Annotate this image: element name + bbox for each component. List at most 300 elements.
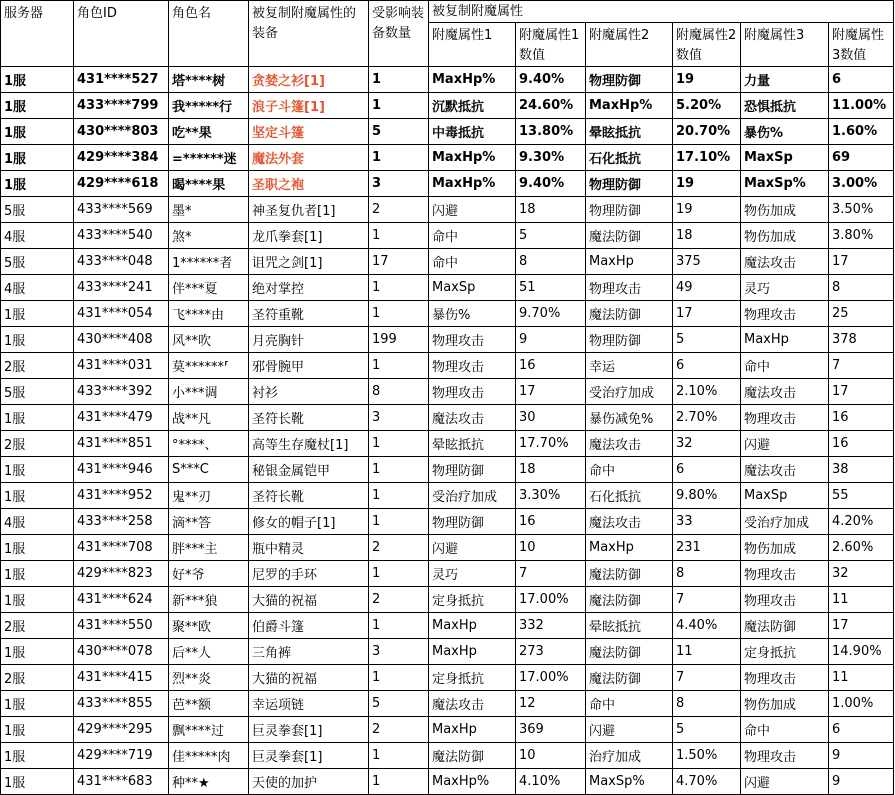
- table-row: [1, 353, 894, 379]
- cell-attr1: 沉默抵抗: [429, 93, 516, 119]
- cell-count: 3: [369, 405, 429, 431]
- cell-count: 1: [369, 769, 429, 795]
- cell-val1: 17.00%: [516, 587, 586, 613]
- table-row: [1, 145, 894, 171]
- cell-role-id: 431****479: [74, 405, 169, 431]
- cell-val1: 16: [516, 509, 586, 535]
- table-row: [1, 483, 894, 509]
- cell-server: 5服: [1, 249, 74, 275]
- cell-server: 1服: [1, 561, 74, 587]
- cell-val2: 8: [673, 691, 741, 717]
- cell-role-name: 鬼**刃: [169, 483, 249, 509]
- table-row: [1, 613, 894, 639]
- cell-count: 1: [369, 613, 429, 639]
- cell-server: 1服: [1, 535, 74, 561]
- cell-attr2: 物理防御: [586, 171, 673, 197]
- cell-val2: 19: [673, 67, 741, 93]
- cell-val2: 7: [673, 587, 741, 613]
- cell-server: 4服: [1, 509, 74, 535]
- cell-attr1: 闪避: [429, 535, 516, 561]
- cell-val3: 38: [829, 457, 894, 483]
- cell-role-name: 滴**答: [169, 509, 249, 535]
- cell-server: 1服: [1, 93, 74, 119]
- cell-attr2: 魔法防御: [586, 665, 673, 691]
- cell-attr2: 物理防御: [586, 327, 673, 353]
- cell-count: 1: [369, 561, 429, 587]
- cell-server: 5服: [1, 197, 74, 223]
- cell-role-name: 1******者: [169, 249, 249, 275]
- cell-val3: 9: [829, 769, 894, 795]
- cell-attr1: 物理防御: [429, 509, 516, 535]
- cell-attr2: 物理防御: [586, 67, 673, 93]
- cell-equip: 绝对掌控: [249, 275, 369, 301]
- cell-count: 5: [369, 119, 429, 145]
- table-row: [1, 691, 894, 717]
- cell-attr1: 物理攻击: [429, 353, 516, 379]
- cell-role-name: 塔****树: [169, 67, 249, 93]
- cell-val3: 25: [829, 301, 894, 327]
- header-count: 受影响装备数量: [369, 1, 429, 67]
- cell-server: 2服: [1, 431, 74, 457]
- cell-val2: 2.70%: [673, 405, 741, 431]
- cell-val3: 11.00%: [829, 93, 894, 119]
- cell-attr3: 魔法攻击: [741, 379, 829, 405]
- header-equip: 被复制附魔属性的装备: [249, 1, 369, 67]
- cell-equip: 诅咒之剑[1]: [249, 249, 369, 275]
- cell-count: 1: [369, 665, 429, 691]
- cell-role-name: 飘****过: [169, 717, 249, 743]
- cell-val3: 16: [829, 431, 894, 457]
- cell-server: 1服: [1, 119, 74, 145]
- cell-attr3: 恐惧抵抗: [741, 93, 829, 119]
- cell-attr1: 物理攻击: [429, 327, 516, 353]
- cell-val3: 11: [829, 587, 894, 613]
- cell-equip: 三角裤: [249, 639, 369, 665]
- cell-role-name: 伴***夏: [169, 275, 249, 301]
- cell-val1: 273: [516, 639, 586, 665]
- cell-attr1: 命中: [429, 249, 516, 275]
- cell-server: 1服: [1, 301, 74, 327]
- cell-val1: 4.10%: [516, 769, 586, 795]
- cell-count: 3: [369, 171, 429, 197]
- table-row: [1, 717, 894, 743]
- cell-attr2: 魔法防御: [586, 301, 673, 327]
- cell-role-name: 我*****行: [169, 93, 249, 119]
- cell-val2: 33: [673, 509, 741, 535]
- cell-val2: 4.70%: [673, 769, 741, 795]
- cell-val3: 1.60%: [829, 119, 894, 145]
- cell-equip: 圣职之袍: [249, 171, 369, 197]
- cell-attr1: 物理防御: [429, 457, 516, 483]
- cell-role-id: 431****031: [74, 353, 169, 379]
- cell-attr1: 魔法防御: [429, 743, 516, 769]
- cell-attr1: 中毒抵抗: [429, 119, 516, 145]
- cell-val3: 17: [829, 249, 894, 275]
- cell-attr1: 闪避: [429, 197, 516, 223]
- cell-attr3: 物理攻击: [741, 405, 829, 431]
- cell-role-id: 431****054: [74, 301, 169, 327]
- cell-role-name: 小***调: [169, 379, 249, 405]
- cell-attr2: 魔法攻击: [586, 509, 673, 535]
- cell-attr2: MaxHp: [586, 535, 673, 561]
- cell-role-id: 431****550: [74, 613, 169, 639]
- cell-count: 2: [369, 717, 429, 743]
- table-row: [1, 301, 894, 327]
- cell-server: 1服: [1, 327, 74, 353]
- cell-val2: 19: [673, 197, 741, 223]
- cell-role-name: 芭**额: [169, 691, 249, 717]
- cell-val2: 20.70%: [673, 119, 741, 145]
- cell-equip: 圣符长靴: [249, 405, 369, 431]
- cell-count: 1: [369, 67, 429, 93]
- header-attr1: 附魔属性1: [429, 23, 516, 67]
- cell-val3: 55: [829, 483, 894, 509]
- cell-role-name: 好*爷: [169, 561, 249, 587]
- cell-attr3: 力量: [741, 67, 829, 93]
- table-row: [1, 171, 894, 197]
- cell-attr3: 魔法攻击: [741, 457, 829, 483]
- cell-equip: 神圣复仇者[1]: [249, 197, 369, 223]
- cell-val3: 7: [829, 353, 894, 379]
- cell-val1: 9.40%: [516, 67, 586, 93]
- cell-val1: 8: [516, 249, 586, 275]
- cell-role-id: 431****952: [74, 483, 169, 509]
- cell-role-name: 种**★: [169, 769, 249, 795]
- table-row: [1, 379, 894, 405]
- cell-role-name: 煞*: [169, 223, 249, 249]
- cell-val2: 32: [673, 431, 741, 457]
- cell-attr1: MaxHp%: [429, 145, 516, 171]
- cell-val2: 1.50%: [673, 743, 741, 769]
- cell-val2: 11: [673, 639, 741, 665]
- cell-attr3: 物理攻击: [741, 301, 829, 327]
- cell-count: 199: [369, 327, 429, 353]
- cell-val3: 378: [829, 327, 894, 353]
- cell-val1: 13.80%: [516, 119, 586, 145]
- cell-val3: 69: [829, 145, 894, 171]
- table-row: [1, 275, 894, 301]
- table-row: [1, 769, 894, 795]
- cell-count: 1: [369, 223, 429, 249]
- cell-role-name: =******迷: [169, 145, 249, 171]
- cell-server: 4服: [1, 275, 74, 301]
- cell-attr2: MaxHp%: [586, 93, 673, 119]
- cell-role-id: 429****823: [74, 561, 169, 587]
- cell-role-id: 431****708: [74, 535, 169, 561]
- cell-attr3: 物理攻击: [741, 743, 829, 769]
- cell-val3: 6: [829, 717, 894, 743]
- table-row: [1, 431, 894, 457]
- cell-count: 1: [369, 145, 429, 171]
- cell-role-name: 佳*****肉: [169, 743, 249, 769]
- table-row: [1, 405, 894, 431]
- cell-attr1: MaxHp%: [429, 171, 516, 197]
- cell-count: 2: [369, 197, 429, 223]
- cell-equip: 伯爵斗篷: [249, 613, 369, 639]
- cell-role-name: 聚**欧: [169, 613, 249, 639]
- cell-role-id: 433****799: [74, 93, 169, 119]
- cell-val2: 6: [673, 353, 741, 379]
- cell-server: 2服: [1, 665, 74, 691]
- cell-attr1: 定身抵抗: [429, 587, 516, 613]
- cell-role-id: 431****946: [74, 457, 169, 483]
- cell-attr2: 物理防御: [586, 197, 673, 223]
- header-role-id: 角色ID: [74, 1, 169, 67]
- cell-val1: 18: [516, 457, 586, 483]
- cell-role-name: 战**凡: [169, 405, 249, 431]
- cell-role-id: 430****803: [74, 119, 169, 145]
- cell-attr1: 定身抵抗: [429, 665, 516, 691]
- cell-attr3: 命中: [741, 353, 829, 379]
- header-val2: 附魔属性2数值: [673, 23, 741, 67]
- cell-val3: 3.50%: [829, 197, 894, 223]
- cell-role-name: 暍****果: [169, 171, 249, 197]
- cell-role-name: 墨*: [169, 197, 249, 223]
- cell-count: 1: [369, 353, 429, 379]
- table-row: [1, 197, 894, 223]
- cell-val2: 8: [673, 561, 741, 587]
- cell-val1: 17: [516, 379, 586, 405]
- header-attr2: 附魔属性2: [586, 23, 673, 67]
- cell-count: 5: [369, 691, 429, 717]
- cell-server: 1服: [1, 769, 74, 795]
- cell-equip: 圣符重靴: [249, 301, 369, 327]
- cell-val1: 24.60%: [516, 93, 586, 119]
- cell-val3: 3.80%: [829, 223, 894, 249]
- cell-attr3: MaxSp%: [741, 171, 829, 197]
- cell-count: 1: [369, 509, 429, 535]
- cell-attr2: 闪避: [586, 717, 673, 743]
- cell-equip: 龙爪拳套[1]: [249, 223, 369, 249]
- cell-attr2: 石化抵抗: [586, 145, 673, 171]
- cell-equip: 天使的加护: [249, 769, 369, 795]
- cell-attr1: 受治疗加成: [429, 483, 516, 509]
- cell-role-id: 433****048: [74, 249, 169, 275]
- cell-attr1: 魔法攻击: [429, 691, 516, 717]
- cell-val1: 10: [516, 535, 586, 561]
- cell-role-name: 风**吹: [169, 327, 249, 353]
- cell-server: 1服: [1, 587, 74, 613]
- cell-val1: 9.40%: [516, 171, 586, 197]
- cell-count: 1: [369, 93, 429, 119]
- cell-val1: 5: [516, 223, 586, 249]
- cell-val1: 3.30%: [516, 483, 586, 509]
- cell-attr1: MaxHp: [429, 613, 516, 639]
- table-row: [1, 665, 894, 691]
- cell-attr3: MaxSp: [741, 145, 829, 171]
- cell-server: 1服: [1, 717, 74, 743]
- cell-server: 1服: [1, 743, 74, 769]
- cell-role-name: 莫******⸢: [169, 353, 249, 379]
- cell-attr2: 魔法攻击: [586, 431, 673, 457]
- cell-val2: 5: [673, 327, 741, 353]
- table-row: [1, 327, 894, 353]
- cell-equip: 秘银金属铠甲: [249, 457, 369, 483]
- cell-server: 1服: [1, 691, 74, 717]
- cell-count: 1: [369, 275, 429, 301]
- cell-attr2: 命中: [586, 457, 673, 483]
- cell-equip: 大猫的祝福: [249, 587, 369, 613]
- cell-count: 2: [369, 535, 429, 561]
- cell-attr3: 定身抵抗: [741, 639, 829, 665]
- cell-val3: 6: [829, 67, 894, 93]
- cell-attr3: 魔法防御: [741, 613, 829, 639]
- cell-val2: 5: [673, 717, 741, 743]
- cell-server: 1服: [1, 405, 74, 431]
- cell-val3: 17: [829, 613, 894, 639]
- table-row: [1, 743, 894, 769]
- cell-role-id: 431****851: [74, 431, 169, 457]
- cell-equip: 月亮胸针: [249, 327, 369, 353]
- cell-val1: 9.70%: [516, 301, 586, 327]
- cell-attr2: 命中: [586, 691, 673, 717]
- cell-attr2: 魔法防御: [586, 223, 673, 249]
- cell-server: 1服: [1, 639, 74, 665]
- cell-role-id: 433****241: [74, 275, 169, 301]
- cell-equip: 巨灵拳套[1]: [249, 717, 369, 743]
- cell-role-name: °****、: [169, 431, 249, 457]
- cell-attr3: 物伤加成: [741, 197, 829, 223]
- cell-attr3: 灵巧: [741, 275, 829, 301]
- cell-equip: 魔法外套: [249, 145, 369, 171]
- cell-count: 1: [369, 301, 429, 327]
- cell-val1: 332: [516, 613, 586, 639]
- cell-count: 3: [369, 639, 429, 665]
- cell-attr1: 晕眩抵抗: [429, 431, 516, 457]
- cell-val2: 17.10%: [673, 145, 741, 171]
- cell-val2: 4.40%: [673, 613, 741, 639]
- cell-val3: 32: [829, 561, 894, 587]
- cell-val1: 17.70%: [516, 431, 586, 457]
- cell-count: 1: [369, 431, 429, 457]
- cell-equip: 幸运项链: [249, 691, 369, 717]
- cell-count: 1: [369, 483, 429, 509]
- cell-role-id: 429****618: [74, 171, 169, 197]
- cell-attr2: 治疗加成: [586, 743, 673, 769]
- cell-attr2: 晕眩抵抗: [586, 119, 673, 145]
- table-row: [1, 223, 894, 249]
- cell-val2: 375: [673, 249, 741, 275]
- cell-val1: 369: [516, 717, 586, 743]
- cell-val1: 12: [516, 691, 586, 717]
- cell-equip: 贪婪之衫[1]: [249, 67, 369, 93]
- header-val1: 附魔属性1数值: [516, 23, 586, 67]
- cell-val3: 16: [829, 405, 894, 431]
- cell-attr3: 魔法攻击: [741, 249, 829, 275]
- cell-server: 4服: [1, 223, 74, 249]
- cell-attr3: MaxHp: [741, 327, 829, 353]
- cell-role-id: 433****258: [74, 509, 169, 535]
- table-row: [1, 249, 894, 275]
- cell-val2: 231: [673, 535, 741, 561]
- cell-role-id: 431****415: [74, 665, 169, 691]
- cell-attr1: MaxSp: [429, 275, 516, 301]
- cell-equip: 衬衫: [249, 379, 369, 405]
- cell-role-name: 后**人: [169, 639, 249, 665]
- cell-equip: 瓶中精灵: [249, 535, 369, 561]
- cell-val1: 16: [516, 353, 586, 379]
- cell-attr3: 闪避: [741, 769, 829, 795]
- cell-val3: 14.90%: [829, 639, 894, 665]
- cell-role-id: 429****384: [74, 145, 169, 171]
- cell-attr2: MaxHp: [586, 249, 673, 275]
- cell-role-id: 430****078: [74, 639, 169, 665]
- cell-val3: 17: [829, 379, 894, 405]
- table-row: [1, 93, 894, 119]
- cell-attr2: 魔法防御: [586, 587, 673, 613]
- table-body: [1, 67, 894, 795]
- cell-server: 1服: [1, 483, 74, 509]
- cell-attr2: 物理攻击: [586, 275, 673, 301]
- cell-role-name: 胖***主: [169, 535, 249, 561]
- cell-attr3: 物理攻击: [741, 587, 829, 613]
- cell-val3: 3.00%: [829, 171, 894, 197]
- cell-attr2: 晕眩抵抗: [586, 613, 673, 639]
- cell-server: 2服: [1, 353, 74, 379]
- cell-server: 1服: [1, 457, 74, 483]
- cell-val1: 9: [516, 327, 586, 353]
- cell-count: 8: [369, 379, 429, 405]
- cell-val1: 18: [516, 197, 586, 223]
- cell-role-id: 429****295: [74, 717, 169, 743]
- cell-attr2: 魔法防御: [586, 561, 673, 587]
- cell-attr1: MaxHp%: [429, 67, 516, 93]
- cell-val1: 30: [516, 405, 586, 431]
- cell-attr3: 物伤加成: [741, 223, 829, 249]
- cell-attr1: 命中: [429, 223, 516, 249]
- cell-val2: 9.80%: [673, 483, 741, 509]
- cell-role-name: S***C: [169, 457, 249, 483]
- cell-val2: 49: [673, 275, 741, 301]
- cell-attr1: 魔法攻击: [429, 405, 516, 431]
- table-row: [1, 67, 894, 93]
- header-val3: 附魔属性3数值: [829, 23, 894, 67]
- cell-val3: 1.00%: [829, 691, 894, 717]
- cell-attr1: MaxHp: [429, 639, 516, 665]
- table-row: [1, 535, 894, 561]
- cell-equip: 圣符长靴: [249, 483, 369, 509]
- cell-attr2: 石化抵抗: [586, 483, 673, 509]
- cell-role-id: 431****527: [74, 67, 169, 93]
- cell-server: 2服: [1, 613, 74, 639]
- cell-val3: 11: [829, 665, 894, 691]
- cell-attr2: 受治疗加成: [586, 379, 673, 405]
- cell-role-id: 429****719: [74, 743, 169, 769]
- header-row-1: [1, 1, 894, 23]
- header-role-name: 角色名: [169, 1, 249, 67]
- table-row: [1, 587, 894, 613]
- header-server: 服务器: [1, 1, 74, 67]
- cell-equip: 巨灵拳套[1]: [249, 743, 369, 769]
- cell-val2: 18: [673, 223, 741, 249]
- header-attr3: 附魔属性3: [741, 23, 829, 67]
- cell-server: 1服: [1, 67, 74, 93]
- header-group: 被复制附魔属性: [429, 1, 894, 23]
- cell-role-name: 飞****由: [169, 301, 249, 327]
- cell-equip: 修女的帽子[1]: [249, 509, 369, 535]
- cell-val1: 10: [516, 743, 586, 769]
- table-row: [1, 119, 894, 145]
- cell-attr3: 闪避: [741, 431, 829, 457]
- cell-val2: 17: [673, 301, 741, 327]
- cell-role-id: 433****392: [74, 379, 169, 405]
- cell-val1: 17.00%: [516, 665, 586, 691]
- cell-val2: 5.20%: [673, 93, 741, 119]
- cell-val1: 9.30%: [516, 145, 586, 171]
- cell-val1: 51: [516, 275, 586, 301]
- table-row: [1, 561, 894, 587]
- cell-role-id: 433****569: [74, 197, 169, 223]
